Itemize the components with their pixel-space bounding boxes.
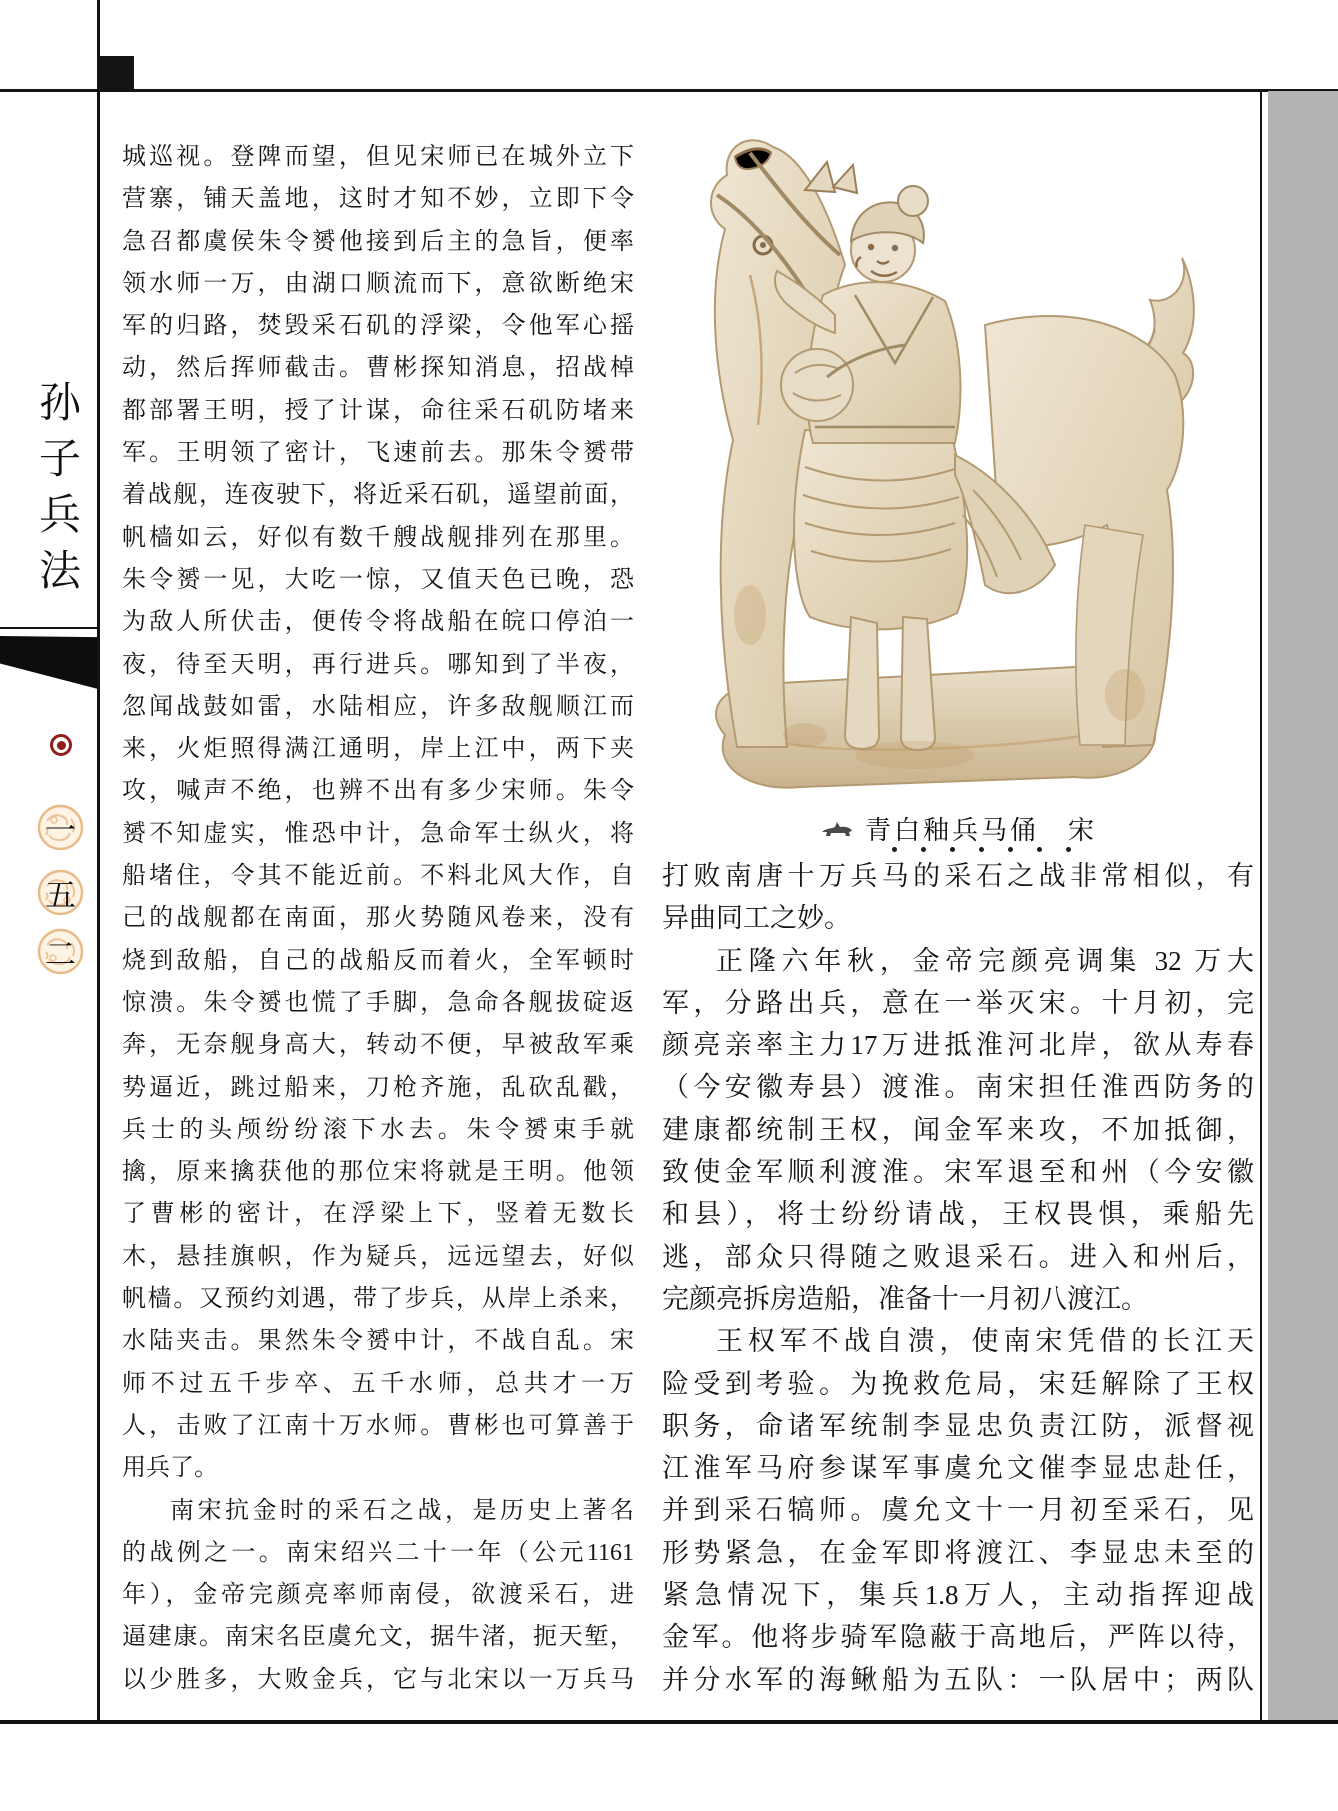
text-line: 为敌人所伏击，便传令将战船在皖口停泊一 xyxy=(122,609,634,636)
text-line: 城巡视。登陴而望，但见宋师已在城外立下 xyxy=(122,144,634,170)
text-line: 逃，部众只得随之败退采石。进入和州后， xyxy=(662,1241,1254,1272)
text-line: 江淮军马府参谋军事虞允文催李显忠赴任， xyxy=(662,1453,1254,1484)
book-title-char: 孙 xyxy=(38,381,81,427)
text-line: 金军。他将步骑军隐蔽于高地后，严阵以待， xyxy=(662,1622,1254,1653)
text-line: 以少胜多，大败金兵，它与北宋以一万兵马 xyxy=(122,1666,634,1693)
text-line: 夜，待至天明，再行进兵。哪知到了半夜， xyxy=(122,651,634,678)
book-title-char: 法 xyxy=(38,549,81,595)
text-line: 朱令赟一见，大吃一惊，又值天色已晚，恐 xyxy=(122,566,634,593)
text-line: 势逼近，跳过船来，刀枪齐施，乱砍乱戳， xyxy=(122,1074,634,1101)
page-digit: 五 xyxy=(45,878,76,913)
text-line: 着战舰，连夜驶下，将近采石矶，遥望前面， xyxy=(122,482,634,509)
caption-emphasis-dots xyxy=(662,847,1254,852)
page-number-ornament-1 xyxy=(37,804,84,851)
text-line: 正隆六年秋，金帝完颜亮调集 32 万大 xyxy=(716,945,1254,976)
text-line: 木，悬挂旗帜，作为疑兵，远远望去，好似 xyxy=(122,1243,634,1270)
text-line: 南宋抗金时的采石之战，是历史上著名 xyxy=(170,1497,634,1524)
text-line: 和县），将士纷纷请战，王权畏惧，乘船先 xyxy=(662,1199,1254,1230)
page-edge-gray-band xyxy=(1268,91,1338,1720)
text-line: 急召都虞侯朱令赟他接到后主的急旨，便率 xyxy=(122,228,634,255)
figure-caption xyxy=(662,810,1254,847)
text-line: 形势紧急，在金军即将渡江、李显忠未至的 xyxy=(662,1537,1254,1568)
right-vertical-rule xyxy=(1260,90,1262,1722)
text-line: 险受到考验。为挽救危局，宋廷解除了王权 xyxy=(662,1368,1254,1399)
text-line: 营寨，铺天盖地，这时才知不妙，立即下令 xyxy=(122,186,634,213)
text-line: 并到采石犒师。虞允文十一月初至采石，见 xyxy=(662,1495,1254,1526)
text-line: 并分水军的海鳅船为五队：一队居中；两队 xyxy=(662,1664,1254,1695)
text-column-left xyxy=(122,136,634,1701)
text-line: 船堵住，令其不能近前。不料北风大作，自 xyxy=(122,863,634,890)
corner-ornament-square xyxy=(100,56,134,90)
text-line: 逼建康。南宋名臣虞允文，据牛渚，扼天堑， xyxy=(122,1624,634,1651)
figurine-photo xyxy=(655,95,1205,800)
text-line: （今安徽寿县）渡淮。南宋担任淮西防务的 xyxy=(662,1072,1254,1103)
text-line: 颜亮亲率主力17万进抵淮河北岸，欲从寿春 xyxy=(662,1030,1254,1061)
bottom-rule xyxy=(0,1720,1338,1724)
text-line: 惊溃。朱令赟也慌了手脚，急命各舰拔碇返 xyxy=(122,989,634,1016)
text-line: 紧急情况下，集兵1.8万人，主动指挥迎战 xyxy=(662,1580,1254,1611)
text-column-right xyxy=(662,855,1254,1701)
text-line: 军的归路，焚毁采石矶的浮梁，令他军心摇 xyxy=(122,313,634,340)
text-line: 完颜亮拆房造船，准备十一月初八渡江。 xyxy=(662,1283,1148,1314)
book-title-char: 子 xyxy=(38,437,81,483)
text-line: 年），金帝完颜亮率师南侵，欲渡采石，进 xyxy=(122,1582,634,1609)
text-line: 帆樯。又预约刘遇，带了步兵，从岸上杀来， xyxy=(122,1286,634,1313)
text-line: 军。王明领了密计，飞速前去。那朱令赟带 xyxy=(122,440,634,467)
sidebar-black-banner xyxy=(0,636,97,691)
left-vertical-rule xyxy=(97,0,100,1722)
text-line: 用兵了。 xyxy=(122,1455,218,1482)
text-line: 擒，原来擒获他的那位宋将就是王明。他领 xyxy=(122,1159,634,1186)
bullseye-core xyxy=(57,741,66,750)
text-line: 职务，命诸军统制李显忠负责江防，派督视 xyxy=(662,1410,1254,1441)
text-line: 致使金军顺利渡淮。宋军退至和州（今安徽 xyxy=(662,1157,1254,1188)
sidebar-divider xyxy=(0,627,97,629)
text-line: 烧到敌船，自己的战船反而着火，全军顿时 xyxy=(122,947,634,974)
book-title-char: 兵 xyxy=(38,493,81,539)
text-line: 人，击败了江南十万水师。曹彬也可算善于 xyxy=(122,1412,634,1439)
text-line: 了曹彬的密计，在浮梁上下，竖着无数长 xyxy=(122,1201,634,1228)
figure-caption-text: 青白釉兵马俑 宋 xyxy=(864,816,1097,845)
page-number-ornament-3 xyxy=(37,928,84,975)
text-line: 王权军不战自溃，使南宋凭借的长江天 xyxy=(716,1326,1254,1357)
text-line: 水陆夹击。果然朱令赟中计，不战自乱。宋 xyxy=(122,1328,634,1355)
text-line: 动，然后挥师截击。曹彬探知消息，招战棹 xyxy=(122,355,634,382)
text-line: 来，火炬照得满江通明，岸上江中，两下夹 xyxy=(122,736,634,763)
text-line: 的战例之一。南宋绍兴二十一年（公元1161 xyxy=(122,1539,634,1566)
text-line: 忽闻战鼓如雷，水陆相应，许多敌舰顺江而 xyxy=(122,693,634,720)
page-digit: 二 xyxy=(45,937,76,972)
text-line: 兵士的头颅纷纷滚下水去。朱令赟束手就 xyxy=(122,1116,634,1143)
ceramic-horse-and-groom-figurine xyxy=(655,95,1205,800)
book-title-vertical xyxy=(34,376,86,600)
text-line: 奔，无奈舰身高大，转动不便，早被敌军乘 xyxy=(122,1032,634,1059)
top-rule xyxy=(0,89,1338,92)
horse-icon xyxy=(819,819,855,839)
text-line: 建康都统制王权，闻金军来攻，不加抵御， xyxy=(662,1114,1254,1145)
page-digit: 一 xyxy=(45,813,76,848)
bullseye-icon xyxy=(50,734,72,756)
text-line: 都部署王明，授了计谋，命往采石矶防堵来 xyxy=(122,397,634,424)
text-line: 己的战舰都在南面，那火势随风卷来，没有 xyxy=(122,905,634,932)
page-number-ornament-2 xyxy=(37,869,84,916)
text-line: 军，分路出兵，意在一举灭宋。十月初，完 xyxy=(662,987,1254,1018)
text-line: 师不过五千步卒、五千水师，总共才一万 xyxy=(122,1370,634,1397)
text-line: 攻，喊声不绝，也辨不出有多少宋师。朱令 xyxy=(122,778,634,805)
text-line: 帆樯如云，好似有数千艘战舰排列在那里。 xyxy=(122,524,634,551)
text-line: 赟不知虚实，惟恐中计，急命军士纵火，将 xyxy=(122,820,634,847)
text-line: 异曲同工之妙。 xyxy=(662,903,851,934)
text-line: 领水师一万，由湖口顺流而下，意欲断绝宋 xyxy=(122,270,634,297)
text-line: 打败南唐十万兵马的采石之战非常相似，有 xyxy=(662,861,1254,891)
